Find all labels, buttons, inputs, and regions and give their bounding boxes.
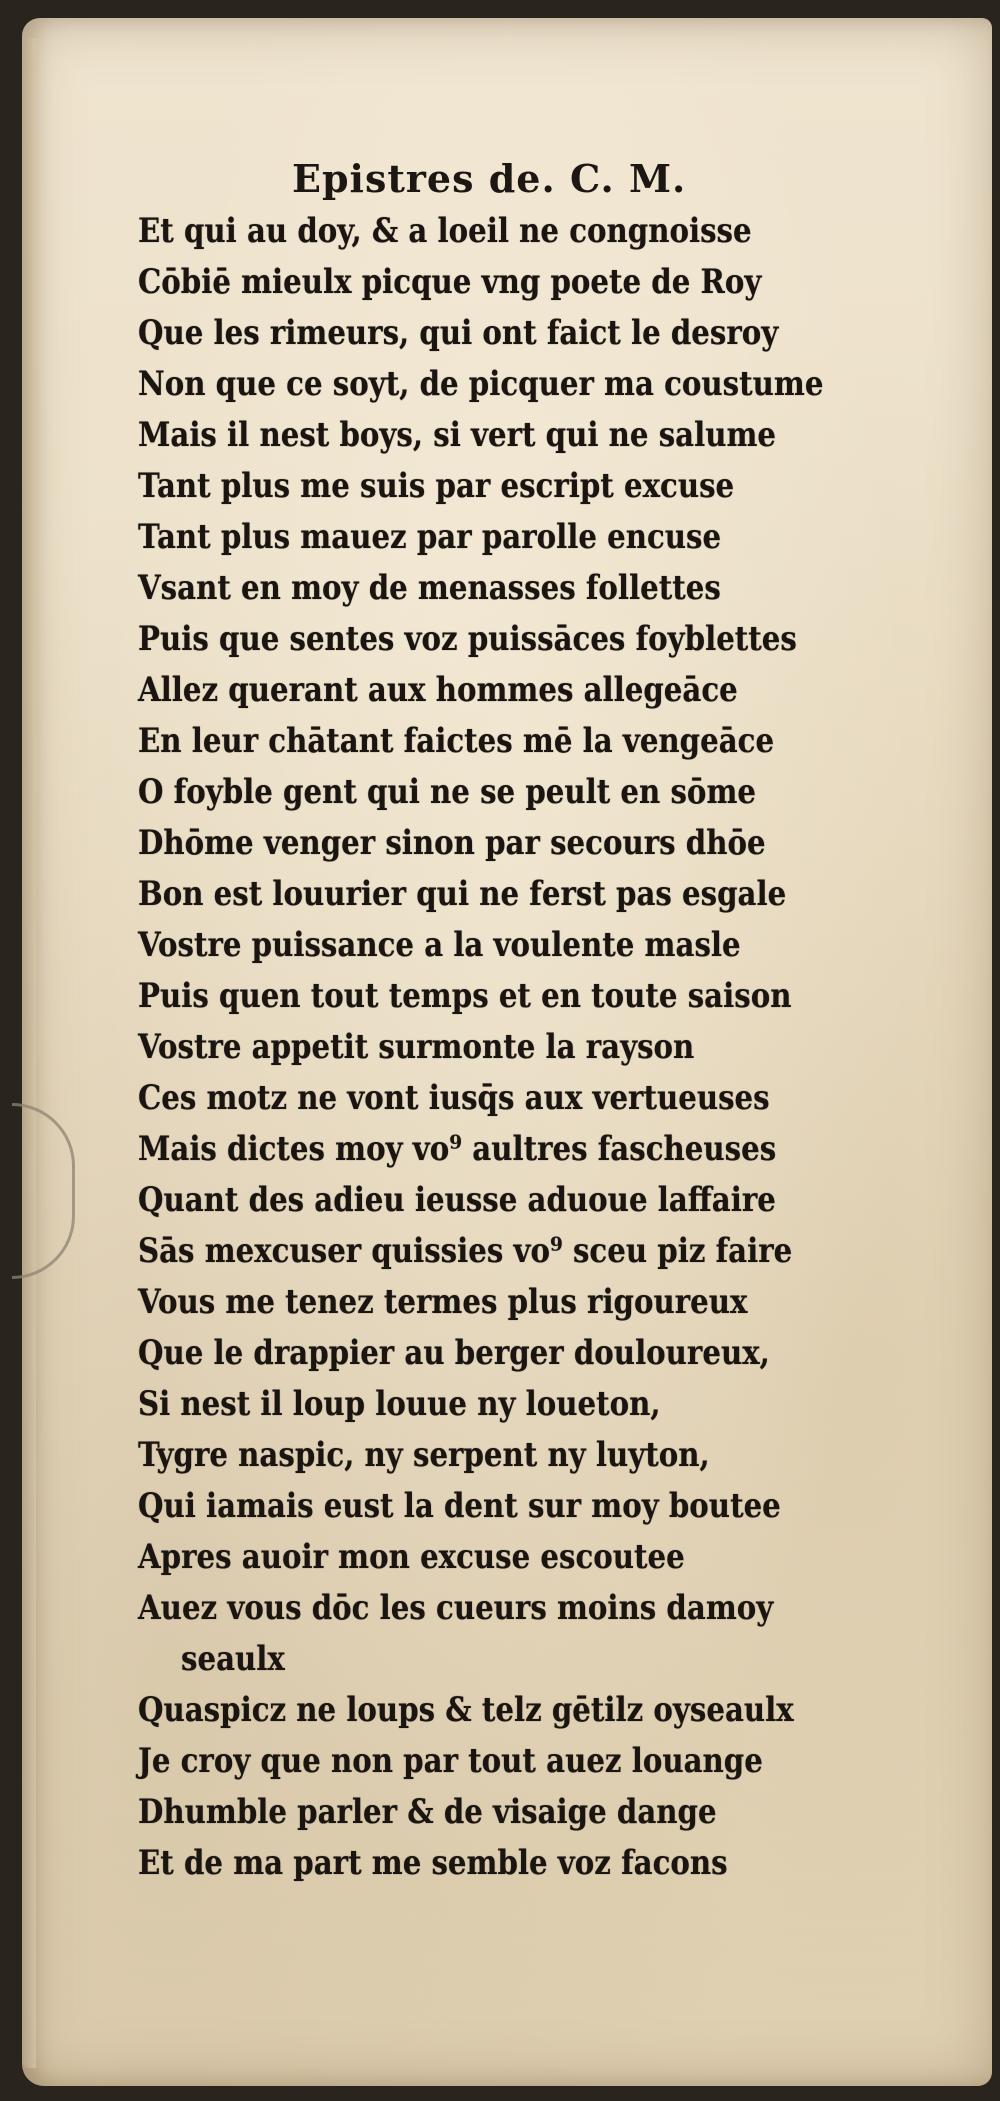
poem-line: Quaspicz ne loups & telz gētilz oyseaulx [138, 1690, 794, 1730]
poem-line: Et qui au doy, & a loeil ne congnoisse [138, 211, 752, 251]
poem-line: Quant des adieu ieusse aduoue laffaire [138, 1180, 776, 1220]
poem-line: Allez querant aux hommes allegeāce [138, 670, 738, 710]
poem-line: Qui iamais eust la dent sur moy boutee [138, 1486, 781, 1526]
book-page [22, 18, 992, 2086]
poem-line: Tygre naspic, ny serpent ny luyton, [138, 1435, 710, 1475]
poem-line: Tant plus me suis par escript excuse [138, 466, 735, 506]
poem-line: Dhōme venger sinon par secours dhōe [138, 823, 766, 863]
running-header: Epistres de. C. M. [292, 156, 687, 201]
poem-line: Ces motz ne vont iusq̄s aux vertueuses [138, 1078, 770, 1118]
poem-line: Si nest il loup louue ny loueton, [138, 1384, 661, 1424]
poem-line: Cōbiē mieulx picque vng poete de Roy [138, 262, 762, 302]
poem-line: Tant plus mauez par parolle encuse [138, 517, 722, 557]
poem-line: Mais il nest boys, si vert qui ne salume [138, 415, 777, 455]
poem-line-turnover: seaulx [181, 1639, 285, 1679]
poem-line: Vostre appetit surmonte la rayson [138, 1027, 695, 1067]
poem-line: Mais dictes moy vo⁹ aultres fascheuses [138, 1129, 777, 1169]
poem-line: Vsant en moy de menasses follettes [138, 568, 721, 608]
poem-line: Et de ma part me semble voz facons [138, 1843, 728, 1883]
poem-line: Que les rimeurs, qui ont faict le desroy [138, 313, 779, 353]
poem-line: Je croy que non par tout auez louange [138, 1741, 763, 1781]
poem-line: Que le drappier au berger douloureux, [138, 1333, 770, 1373]
poem-line: En leur chātant faictes mē la vengeāce [138, 721, 775, 761]
poem-line: Vostre puissance a la voulente masle [138, 925, 741, 965]
poem-line: Auez vous dōc les cueurs moins damoy [138, 1588, 774, 1628]
page-fore-edge [22, 38, 36, 2068]
poem-line: Vous me tenez termes plus rigoureux [138, 1282, 748, 1322]
poem-line: Puis que sentes voz puissāces foyblettes [138, 619, 797, 659]
poem-line: Apres auoir mon excuse escoutee [138, 1537, 685, 1577]
poem-text [138, 206, 898, 1889]
poem-line: Puis quen tout temps et en toute saison [138, 976, 792, 1016]
poem-line: O foyble gent qui ne se peult en sōme [138, 772, 756, 812]
poem-line: Non que ce soyt, de picquer ma coustume [138, 364, 824, 404]
clasp-mark [12, 1103, 75, 1279]
poem-line: Dhumble parler & de visaige dange [138, 1792, 717, 1832]
poem-line: Bon est louurier qui ne ferst pas esgale [138, 874, 787, 914]
poem-line: Sās mexcuser quissies vo⁹ sceu piz faire [138, 1231, 793, 1271]
